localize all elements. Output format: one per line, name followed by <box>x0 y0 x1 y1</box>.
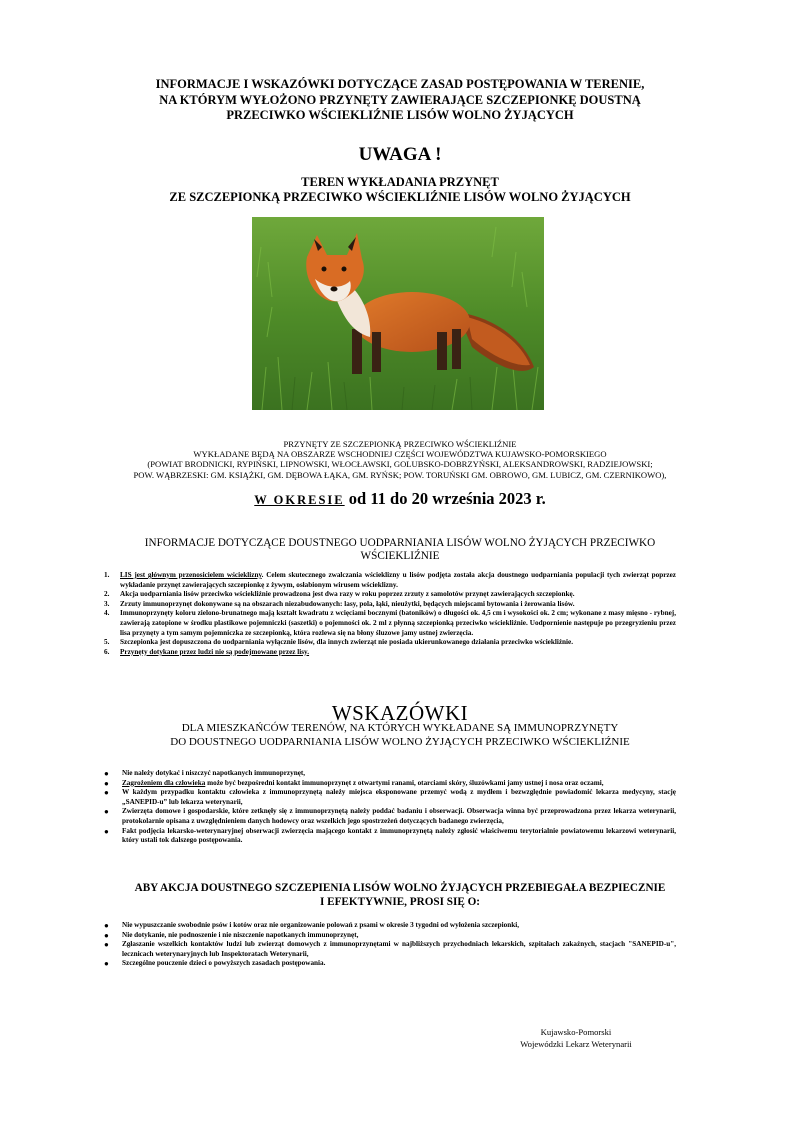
list-item <box>104 600 676 610</box>
area-line: WYKŁADANE BĘDĄ NA OBSZARZE WSCHODNIEJ CZĘŚCI WOJEWÓDZTWA KUJAWSKO-POMORSKIEGO <box>193 449 607 460</box>
uwaga-heading: UWAGA ! <box>358 144 442 165</box>
bullet-icon: ● <box>104 940 109 950</box>
signature <box>506 1026 646 1050</box>
title-line: INFORMACJE I WSKAZÓWKI DOTYCZĄCE ZASAD POSTĘPOWANIA W TERENIE, <box>155 77 645 91</box>
item-number: 2. <box>104 590 110 599</box>
item-number: 3. <box>104 599 110 608</box>
item-text: Szczepionka jest dopuszczona do uodparniania wyłącznie lisów, dla innych zwierząt nie posiada ukierunkowanego działania przeciwko wściekliźnie. <box>120 638 574 647</box>
list-item <box>104 779 676 789</box>
area-line: PRZYNĘTY ZE SZCZEPIONKĄ PRZECIWKO WŚCIEKLIŹNIE <box>283 439 517 449</box>
item-text: Akcja uodparniania lisów przeciwko wściekliźnie prowadzona jest dwa razy w roku poprzez zrzuty z samolotów przynęt zawierających szczepionkę. <box>120 590 575 599</box>
list-item <box>104 807 676 826</box>
subtitle-line: DLA MIESZKAŃCÓW TERENÓW, NA KTÓRYCH WYKŁADANE SĄ IMMUNOPRZYNĘTY <box>181 722 619 734</box>
requests-list <box>104 921 676 969</box>
list-item <box>104 571 676 590</box>
list-item <box>104 931 676 941</box>
list-item <box>104 940 676 959</box>
item-text: Nie dotykanie, nie podnoszenie i nie niszczenie napotkanych immunoprzynęt, <box>122 930 359 939</box>
bullet-icon: ● <box>104 788 109 798</box>
period-dates: od 11 do 20 września 2023 r. <box>344 489 546 508</box>
item-number: 5. <box>104 638 110 647</box>
bullet-icon: ● <box>104 921 109 930</box>
guidelines-subtitle <box>0 722 800 749</box>
list-item <box>104 609 676 638</box>
requests-heading-line: ABY AKCJA DOUSTNEGO SZCZEPIENIA LISÓW WOLNO ŻYJĄCYCH PRZEBIEGAŁA BEZPIECZNIE <box>134 882 666 894</box>
bullet-icon: ● <box>104 826 109 836</box>
item-text: Zwierzęta domowe i gospodarskie, które zetknęły się z immunoprzynętą należy poddać badaniu i obserwacji. Obserwacja winna być przeprowadzona przez lekarza weterynarii, protokolarnie opisana z uwzględnieniem danych hodowcy oraz wszelkich jego spostrzeżeń dotyczących badanego zwierzęcia, <box>122 807 676 825</box>
list-item <box>104 590 676 600</box>
item-text: może być bezpośredni kontakt immunoprzynęt z otwartymi ranami, otarciami skóry, śluzówkami jamy ustnej i nosa oraz oczami, <box>205 778 604 787</box>
area-description <box>0 439 800 480</box>
item-text: Szczególne pouczenie dzieci o powyższych zasadach postępowania. <box>122 959 326 968</box>
item-text: Zrzuty immunoprzynęt dokonywane są na obszarach niezabudowanych: lasy, pola, łąki, nieużytki, będących miejscami bytowania i żerowania lisów. <box>120 599 575 608</box>
item-text: Nie wypuszczanie swobodnie psów i kotów oraz nie organizowanie polowań z psami w okresie 3 tygodni od wyłożenia szczepionki, <box>122 921 519 929</box>
requests-heading <box>0 881 800 909</box>
teren-line: TEREN WYKŁADANIA PRZYNĘT <box>301 175 499 189</box>
list-item <box>104 769 676 779</box>
title-line: NA KTÓRYM WYŁOŻONO PRZYNĘTY ZAWIERAJĄCE SZCZEPIONKĘ DOUSTNĄ <box>159 92 641 107</box>
item-text: Fakt podjęcia lekarsko-weterynaryjnej obserwacji zwierzęcia mającego kontakt z immunoprzynętą należy zgłosić właściwemu terytorialnie powiatowemu lekarzowi weterynarii, który ustali tok dalszego postępowania. <box>122 826 676 845</box>
item-number: 6. <box>104 647 110 656</box>
info-list <box>104 571 676 657</box>
list-item <box>104 638 676 648</box>
area-line: (POWIAT BRODNICKI, RYPIŃSKI, LIPNOWSKI, WŁOCŁAWSKI, GOLUBSKO-DOBRZYŃSKI, ALEKSANDROWSKI, RADZIEJOWSKI; <box>147 459 653 470</box>
item-number: 1. <box>104 571 110 579</box>
list-item <box>104 959 676 969</box>
list-item <box>104 827 676 846</box>
guidelines-title: WSKAZÓWKI <box>331 701 469 725</box>
bullet-icon: ● <box>104 807 109 817</box>
title-line: PRZECIWKO WŚCIEKLIŹNIE LISÓW WOLNO ŻYJĄCYCH <box>226 108 574 122</box>
item-lead: Zagrożeniem dla człowieka <box>122 778 206 787</box>
fox-photo <box>252 217 544 410</box>
subtitle-line: DO DOUSTNEGO UODPARNIANIA LISÓW WOLNO ŻYJĄCYCH PRZECIWKO WŚCIEKLIŹNIE <box>170 735 630 748</box>
guidelines-list <box>104 769 676 846</box>
item-text: W każdym przypadku kontaktu człowieka z immunoprzynętą należy miejsca eksponowane przemyć wodą z mydłem i bezwzględnie powiadomić lekarza medycyny, stację „SANEPID-u” lub lekarza weterynarii, <box>122 788 676 806</box>
item-lead: Przynęty dotykane przez ludzi nie są podejmowane przez lisy. <box>120 647 310 656</box>
signature-line: Kujawsko-Pomorski <box>540 1027 612 1037</box>
list-item <box>104 921 676 931</box>
info-heading: INFORMACJE DOTYCZĄCE DOUSTNEGO UODPARNIANIA LISÓW WOLNO ŻYJĄCYCH PRZECIWKO WŚCIEKLIŹNIE <box>144 537 656 562</box>
list-item <box>104 648 676 658</box>
teren-heading <box>0 175 800 205</box>
bullet-icon: ● <box>104 959 109 969</box>
item-text: Nie należy dotykać i niszczyć napotkanych immunoprzynęt, <box>122 769 306 777</box>
requests-heading-line: I EFEKTYWNIE, PROSI SIĘ O: <box>319 896 481 908</box>
area-line: POW. WĄBRZESKI: GM. KSIĄŻKI, GM. DĘBOWA ŁĄKA, GM. RYŃSK; POW. TORUŃSKI GM. OBROWO, GM. LUBICZ, GM. CZERNIKOWO), <box>133 469 667 480</box>
item-lead: LIS jest głównym przenosicielem wścieklizny <box>120 571 262 579</box>
teren-line: ZE SZCZEPIONKĄ PRZECIWKO WŚCIEKLIŹNIE LISÓW WOLNO ŻYJĄCYCH <box>169 190 631 204</box>
list-item <box>104 788 676 807</box>
item-text: . Celem skutecznego zwalczania wścieklizny u lisów podjęta została akcja doustnego uodparniania populacji tych zwierząt poprzez wykładanie przynęt zawierających szczepionkę z żywym, osłabionym wirusem wścieklizny. <box>120 571 676 589</box>
signature-line: Wojewódzki Lekarz Weterynarii <box>520 1039 632 1049</box>
period-line <box>0 489 800 509</box>
item-text: Zgłaszanie wszelkich kontaktów ludzi lub zwierząt domowych z immunoprzynętami w najbliższych przychodniach lekarskich, szpitalach zakaźnych, stacjach "SANEPID-u", lecznicach weterynaryjnych lub Inspektoratach Weterynarii, <box>122 940 676 958</box>
document-title <box>0 77 800 124</box>
item-number: 4. <box>104 609 110 618</box>
item-text: Immunoprzynęty koloru zielono-brunatnego mają kształt kwadratu z wcięciami bocznymi (batoników) o długości ok. 4,5 cm i wysokości ok. 2 cm; wykonane z masy mięsno - rybnej, zawierają zatopione w środku plastikowe pojemniczki (saszetki) o pojemności ok. 2 ml z płynną szczepionką przeciwko wściekliźnie. Uodpornienie następuje po przegryzieniu przez lisa przynęty a tym samym pojemniczka ze szczepionką, która rozlewa się na błony śluzowe jamy ustnej zwierzęcia. <box>120 609 676 637</box>
bullet-icon: ● <box>104 769 109 778</box>
period-label: W OKRESIE <box>254 493 345 507</box>
bullet-icon: ● <box>104 930 109 940</box>
bullet-icon: ● <box>104 778 109 788</box>
